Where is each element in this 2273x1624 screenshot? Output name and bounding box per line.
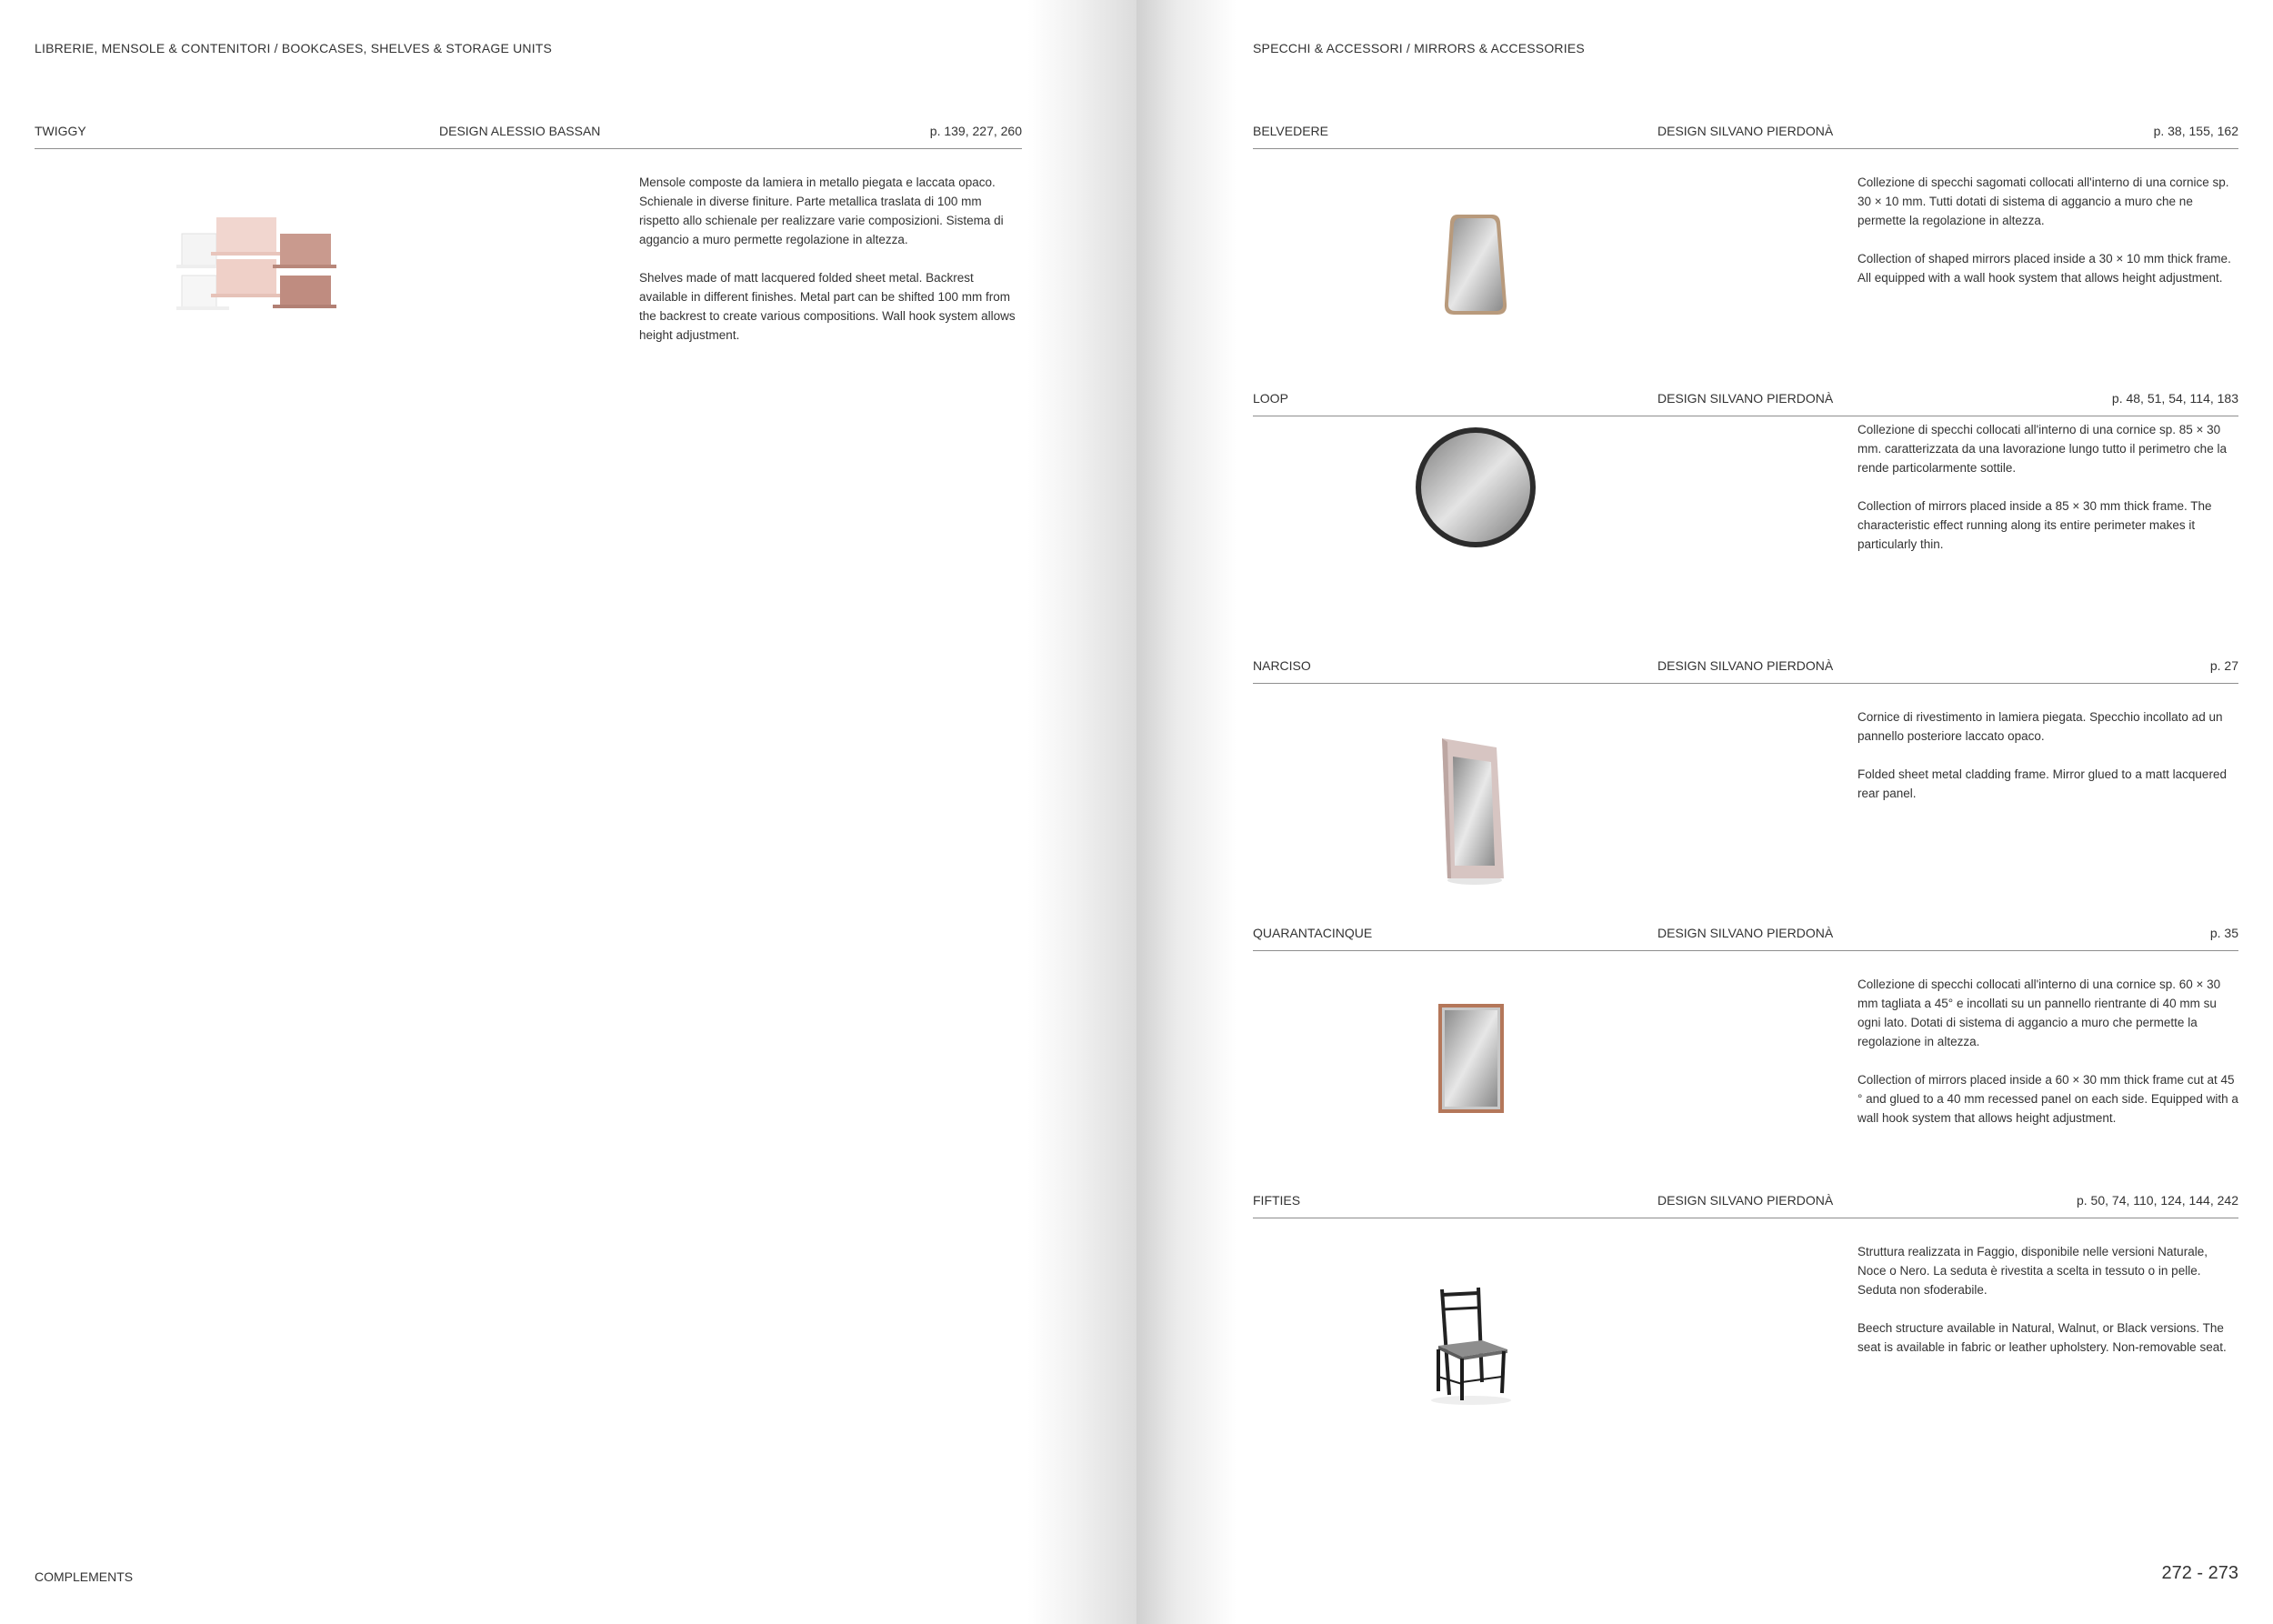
description-english: Collection of mirrors placed inside a 85 × 30 mm thick frame. The characteristic effect running along its entire perimeter makes it particularly thin. [1857, 499, 2212, 551]
product-name: BELVEDERE [1253, 124, 1328, 138]
entry-header [1253, 113, 2238, 149]
description-italian: Struttura realizzata in Faggio, disponibile nelle versioni Naturale, Noce o Nero. La seduta è rivestita a scelta in tessuto o in pelle. Seduta non sfoderabile. [1857, 1245, 2208, 1297]
wall-shelves-image [171, 199, 353, 345]
entry-header [1253, 380, 2238, 416]
product-designer: DESIGN SILVANO PIERDONÀ [1657, 658, 1834, 673]
entry-belvedere [1253, 113, 2238, 285]
description-english: Folded sheet metal cladding frame. Mirror glued to a matt lacquered rear panel. [1857, 767, 2227, 800]
product-name: NARCISO [1253, 658, 1311, 673]
entry-header [1253, 915, 2238, 951]
description-italian: Mensole composte da lamiera in metallo piegata e laccata opaco. Schienale in diverse finiture. Parte metallica traslata di 100 mm rispetto allo schienale per realizzare varie composizioni. Sistema di aggancio a muro permette regolazione in altezza. [639, 175, 1004, 246]
description-italian: Collezione di specchi sagomati collocati all'interno di una cornice sp. 30 × 10 mm. Tutti dotati di sistema di aggancio a muro che ne permette la regolazione in altezza. [1857, 175, 2229, 227]
entry-fifties [1253, 1182, 2238, 1354]
description-italian: Collezione di specchi collocati all'interno di una cornice sp. 85 × 30 mm. caratterizzata da una lavorazione lungo tutto il perimetro che la rende particolarmente sottile. [1857, 423, 2227, 475]
product-page-refs: p. 50, 74, 110, 124, 144, 242 [2076, 1193, 2238, 1208]
entry-header [35, 113, 1022, 149]
description-english: Collection of mirrors placed inside a 60 × 30 mm thick frame cut at 45 ° and glued to a 40 mm recessed panel on each side. Equipped with a wall hook system that allows height adjustment. [1857, 1073, 2238, 1125]
left-page [0, 0, 1136, 1624]
product-designer: DESIGN SILVANO PIERDONÀ [1657, 1193, 1834, 1208]
product-name: QUARANTACINQUE [1253, 926, 1373, 940]
product-page-refs: p. 48, 51, 54, 114, 183 [2111, 391, 2238, 406]
product-description [1857, 420, 2239, 554]
spine-shadow-left [1027, 0, 1136, 1624]
product-description [1857, 1242, 2239, 1357]
description-italian: Collezione di specchi collocati all'interno di una cornice sp. 60 × 30 mm tagliata a 45° e incollati su un pannello rientrante di 40 mm su ogni lato. Dotati di sistema di aggancio a muro che permette la regolazione in altezza. [1857, 977, 2221, 1048]
entry-loop [1253, 380, 2238, 551]
description-english: Shelves made of matt lacquered folded sheet metal. Backrest available in different finishes. Metal part can be shifted 100 mm from the backrest to create various compositions. Wall hook system allows height adjustment. [639, 271, 1016, 342]
product-page-refs: p. 35 [2209, 926, 2238, 940]
product-designer: DESIGN ALESSIO BASSAN [439, 124, 601, 138]
entry-header [1253, 1182, 2238, 1218]
round-mirror-image [1412, 418, 1539, 555]
spine-shadow-right [1136, 0, 1237, 1624]
product-designer: DESIGN SILVANO PIERDONÀ [1657, 391, 1834, 406]
product-description [1857, 173, 2239, 287]
product-name: FIFTIES [1253, 1193, 1301, 1208]
product-name: LOOP [1253, 391, 1288, 406]
product-page-refs: p. 38, 155, 162 [2153, 124, 2238, 138]
entry-narciso [1253, 647, 2238, 800]
floor-mirror-image [1437, 735, 1509, 889]
page-numbers: 272 - 273 [2161, 1563, 2238, 1583]
entry-header [1253, 647, 2238, 684]
description-english: Beech structure available in Natural, Walnut, or Black versions. The seat is available in fabric or leather upholstery. Non-removable seat. [1857, 1321, 2227, 1354]
product-description [639, 173, 1021, 345]
rectangular-mirror-image [1435, 1002, 1507, 1117]
product-designer: DESIGN SILVANO PIERDONÀ [1657, 926, 1834, 940]
shaped-mirror-image [1439, 209, 1512, 322]
chair-image [1426, 1282, 1517, 1409]
left-section-title: LIBRERIE, MENSOLE & CONTENITORI / BOOKCASES, SHELVES & STORAGE UNITS [35, 41, 553, 55]
product-description [1857, 975, 2239, 1128]
entry-quarantacinque [1253, 915, 2238, 1125]
description-italian: Cornice di rivestimento in lamiera piegata. Specchio incollato ad un pannello posteriore laccato opaco. [1857, 710, 2223, 743]
footer-label: COMPLEMENTS [35, 1569, 134, 1584]
product-description [1857, 707, 2239, 803]
entry-twiggy [35, 113, 1022, 342]
description-english: Collection of shaped mirrors placed inside a 30 × 10 mm thick frame. All equipped with a wall hook system that allows height adjustment. [1857, 252, 2231, 285]
product-designer: DESIGN SILVANO PIERDONÀ [1657, 124, 1834, 138]
right-page [1136, 0, 2273, 1624]
product-name: TWIGGY [35, 124, 86, 138]
product-page-refs: p. 139, 227, 260 [929, 124, 1022, 138]
product-page-refs: p. 27 [2209, 658, 2238, 673]
right-section-title: SPECCHI & ACCESSORI / MIRRORS & ACCESSORIES [1253, 41, 1585, 55]
